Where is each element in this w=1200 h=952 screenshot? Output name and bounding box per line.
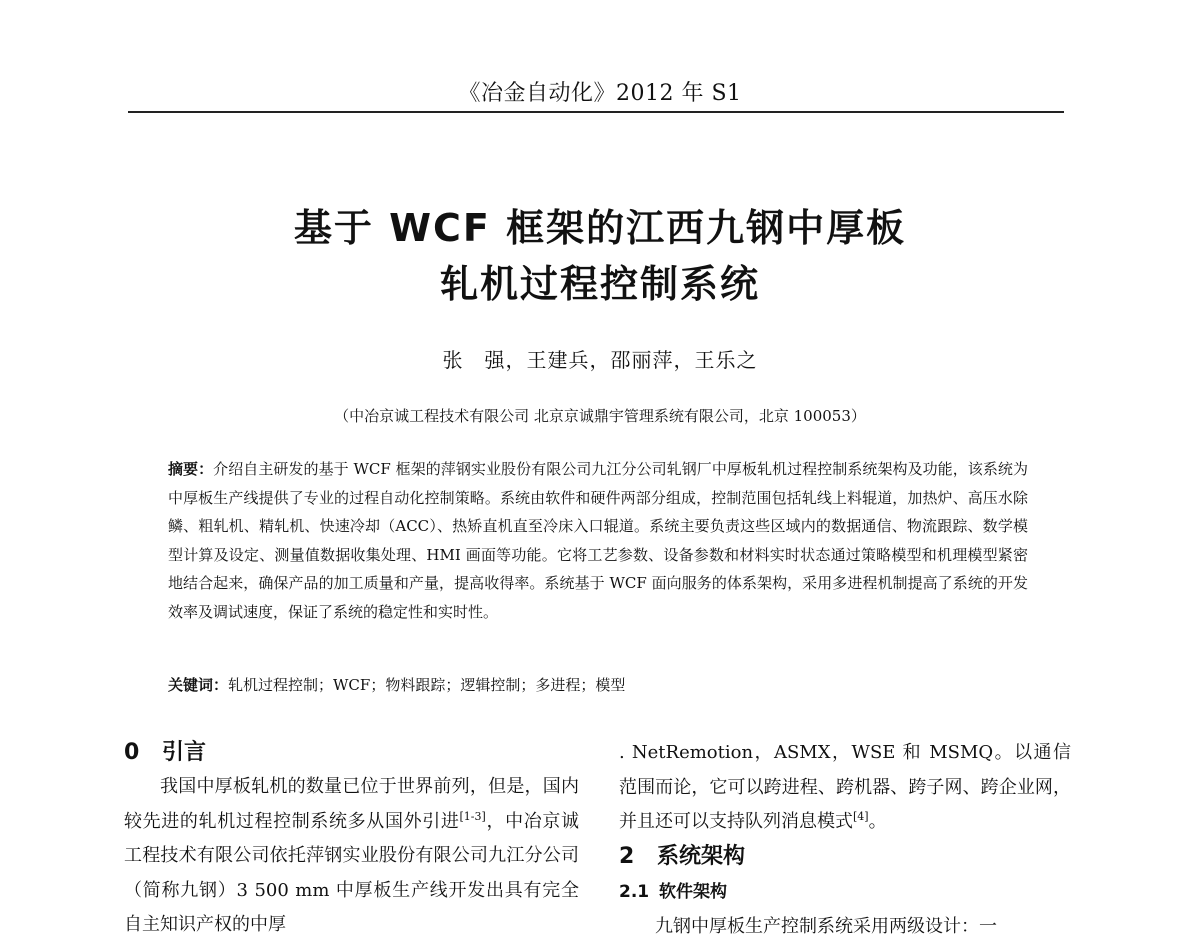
- citation-ref[interactable]: [4]: [853, 810, 869, 823]
- title-line-2: 轧机过程控制系统: [439, 262, 760, 306]
- keywords: [168, 671, 1028, 699]
- section-title: 系统架构: [657, 843, 746, 869]
- continued-text: . NetRemotion，ASMX，WSE 和 MSMQ。以通信范围而论，它可以跨进程、跨机器、跨子网、跨企业网，并且还可以支持队列消息模式: [619, 742, 1071, 832]
- intro-text-cont: ，中冶京诚工程技术有限公司依托萍钢实业股份有限公司九江分公司（简称九钢）3 500 mm 中厚板生产线开发出具有完全自主知识产权的中厚: [124, 810, 580, 935]
- affiliation: （中冶京诚工程技术有限公司 北京京诚鼎宇管理系统有限公司，北京 100053）: [334, 407, 866, 425]
- keywords-text: 轧机过程控制；WCF；物料跟踪；逻辑控制；多进程；模型: [228, 676, 626, 694]
- section-number: 2: [619, 843, 635, 869]
- abstract-text: 介绍自主研发的基于 WCF 框架的萍钢实业股份有限公司九江分公司轧钢厂中厚板轧机过程控制系统架构及功能，该系统为中厚板生产线提供了专业的过程自动化控制策略。系统由软件和硬件两部分组成，控制范围包括轧线上料辊道，加热炉、高压水除鳞、粗轧机、精轧机、快速冷却（ACC）、热矫直机直至冷床入口辊道。系统主要负责这些区域内的数据通信、物流跟踪、数学模型计算及设定、测量值数据收集处理、HMI 画面等功能。它将工艺参数、设备参数和材料实时状态通过策略模型和机理模型紧密地结合起来，确保产品的加工质量和产量，提高收得率。系统基于 WCF 面向服务的体系架构，采用多进程机制提高了系统的开发效率及调试速度，保证了系统的稳定性和实时性。: [168, 460, 1028, 621]
- section-heading-architecture: [619, 840, 1071, 874]
- citation-ref[interactable]: [1-3]: [459, 809, 486, 823]
- subsection-number: 2.1: [619, 881, 650, 902]
- continued-paragraph: [619, 736, 1071, 840]
- header-rule: [128, 111, 1064, 113]
- subsection-title: 软件架构: [659, 881, 727, 902]
- section-number: 0: [124, 740, 140, 765]
- abstract-label: 摘要：: [168, 460, 214, 478]
- subsection-heading-software: [619, 874, 1071, 910]
- abstract: [168, 455, 1028, 627]
- title-line-1: 基于 WCF 框架的江西九钢中厚板: [293, 206, 907, 250]
- section-title: 引言: [162, 740, 207, 765]
- keywords-label: 关键词：: [168, 676, 229, 694]
- left-column: [124, 736, 579, 943]
- intro-text: 我国中厚板轧机的数量已位于世界前列，但是，国内较先进的轧机过程控制系统多从国外引进: [124, 776, 579, 832]
- continued-text-end: 。: [868, 811, 887, 832]
- authors: 张 强，王建兵，邵丽萍，王乐之: [442, 348, 758, 372]
- right-column: [619, 736, 1071, 944]
- intro-paragraph: [124, 770, 579, 943]
- running-head: 《冶金自动化》2012 年 S1: [458, 81, 742, 106]
- section-heading-introduction: [124, 736, 579, 770]
- paper-title: [0, 200, 1200, 312]
- software-paragraph: 九钢中厚板生产控制系统采用两级设计：一: [655, 915, 997, 937]
